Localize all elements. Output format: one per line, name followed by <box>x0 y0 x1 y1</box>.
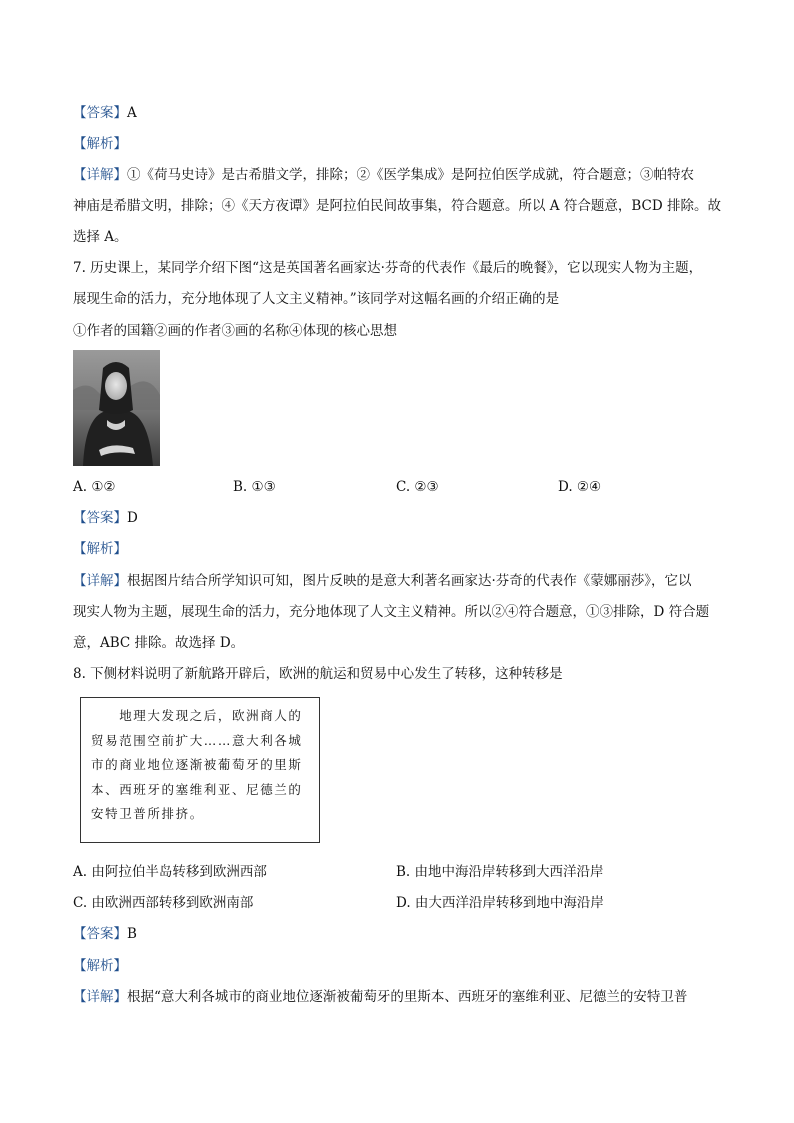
q7-stem-line-2: 展现生命的活力，充分地体现了人文主义精神。”该同学对这幅名画的介绍正确的是 <box>73 291 560 307</box>
q7-detail-line-2: 现实人物为主题，展现生命的活力，充分地体现了人文主义精神。所以②④符合题意，①③排除，D 符合题 <box>73 604 710 620</box>
q8-option-b: B. 由地中海沿岸转移到大西洋沿岸 <box>396 864 604 880</box>
q6-analysis-tag: 【解析】 <box>73 136 127 152</box>
q7-option-b: B. ①③ <box>233 479 276 495</box>
q6-detail-line-1 <box>73 166 694 184</box>
answer-tag: 【答案】 <box>73 510 127 526</box>
q8-option-c: C. 由欧洲西部转移到欧洲南部 <box>73 895 254 911</box>
q6-detail-line-2: 神庙是希腊文明，排除；④《天方夜谭》是阿拉伯民间故事集，符合题意。所以 A 符合题意，BCD 排除。故 <box>73 198 721 214</box>
q8-analysis-tag: 【解析】 <box>73 958 127 974</box>
q6-detail-line-3: 选择 A。 <box>73 229 128 245</box>
material-line: 安特卫普所排挤。 <box>91 806 204 821</box>
q8-detail-line-1 <box>73 988 687 1006</box>
q7-stem-line-3: ①作者的国籍②画的作者③画的名称④体现的核心思想 <box>73 323 397 339</box>
q8-option-d: D. 由大西洋沿岸转移到地中海沿岸 <box>396 895 604 911</box>
answer-value: B <box>127 926 137 942</box>
q8-stem: 8. 下侧材料说明了新航路开辟后，欧洲的航运和贸易中心发生了转移，这种转移是 <box>73 666 563 682</box>
mona-lisa-painting <box>73 350 160 466</box>
answer-tag: 【答案】 <box>73 105 127 121</box>
q7-answer-line <box>73 509 138 527</box>
detail-tag: 【详解】 <box>73 167 127 183</box>
answer-value: A <box>127 105 137 121</box>
q7-stem-line-1: 7. 历史课上，某同学介绍下图“这是英国著名画家达·芬奇的代表作《最后的晚餐》，它以现实人物为主题， <box>73 260 703 276</box>
material-line: 贸易范围空前扩大……意大利各城 <box>91 732 303 748</box>
q7-option-c: C. ②③ <box>396 479 439 495</box>
answer-value: D <box>127 510 138 526</box>
q7-analysis-tag: 【解析】 <box>73 541 127 557</box>
detail-text: 根据“意大利各城市的商业地位逐渐被葡萄牙的里斯本、西班牙的塞维利亚、尼德兰的安特卫普 <box>127 989 688 1005</box>
q7-detail-line-1 <box>73 572 692 590</box>
q7-option-d: D. ②④ <box>558 479 602 495</box>
q8-material-box <box>80 697 320 843</box>
q8-answer-line <box>73 925 137 943</box>
detail-text: ①《荷马史诗》是古希腊文学，排除；②《医学集成》是阿拉伯医学成就，符合题意；③帕特农 <box>127 167 694 183</box>
material-line: 本、西班牙的塞维利亚、尼德兰的 <box>91 781 303 797</box>
q8-option-a: A. 由阿拉伯半岛转移到欧洲西部 <box>73 864 267 880</box>
q7-option-a: A. ①② <box>73 479 116 495</box>
answer-tag: 【答案】 <box>73 926 127 942</box>
q7-detail-line-3: 意，ABC 排除。故选择 D。 <box>73 635 245 651</box>
detail-tag: 【详解】 <box>73 989 127 1005</box>
q6-answer-line <box>73 104 137 122</box>
detail-tag: 【详解】 <box>73 573 127 589</box>
detail-text: 根据图片结合所学知识可知，图片反映的是意大利著名画家达·芬奇的代表作《蒙娜丽莎》，它以 <box>127 573 692 589</box>
material-line: 市的商业地位逐渐被葡萄牙的里斯 <box>91 757 303 772</box>
material-line: 地理大发现之后，欧洲商人的 <box>91 708 303 723</box>
